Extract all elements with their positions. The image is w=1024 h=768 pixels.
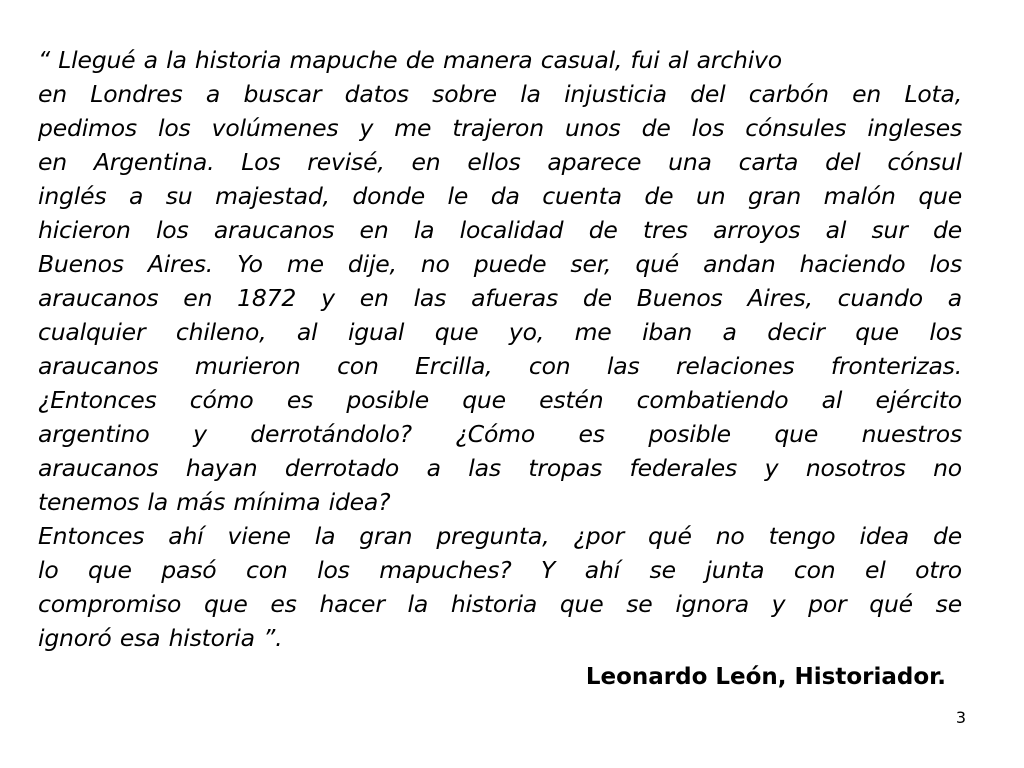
quote-line: hicieron los araucanos en la localidad de tres arroyos al sur de bbox=[38, 216, 962, 244]
quote-line: ¿Entonces cómo es posible que estén combatiendo al ejército bbox=[38, 386, 962, 414]
quote-line: Entonces ahí viene la gran pregunta, ¿por qué no tengo idea de bbox=[38, 522, 962, 550]
quote-line: en Londres a buscar datos sobre la injusticia del carbón en Lota, bbox=[38, 80, 962, 108]
quote-line: “ Llegué a la historia mapuche de manera casual, fui al archivo bbox=[38, 46, 782, 74]
quote-line: en Argentina. Los revisé, en ellos aparece una carta del cónsul bbox=[38, 148, 962, 176]
quote-line: araucanos hayan derrotado a las tropas federales y nosotros no bbox=[38, 454, 962, 482]
quote-line: pedimos los volúmenes y me trajeron unos de los cónsules ingleses bbox=[38, 114, 962, 142]
quote-line: Buenos Aires. Yo me dije, no puede ser, qué andan haciendo los bbox=[38, 250, 962, 278]
quote-line: lo que pasó con los mapuches? Y ahí se junta con el otro bbox=[38, 556, 962, 584]
quote-text bbox=[38, 43, 962, 655]
quote-line: inglés a su majestad, donde le da cuenta de un gran malón que bbox=[38, 182, 962, 210]
quote-line: araucanos murieron con Ercilla, con las relaciones fronterizas. bbox=[38, 352, 962, 380]
quote-line: cualquier chileno, al igual que yo, me iban a decir que los bbox=[38, 318, 962, 346]
quote-line: argentino y derrotándolo? ¿Cómo es posible que nuestros bbox=[38, 420, 962, 448]
quote-line: tenemos la más mínima idea? bbox=[38, 488, 391, 516]
quote-line: compromiso que es hacer la historia que se ignora y por qué se bbox=[38, 590, 962, 618]
quote-line: araucanos en 1872 y en las afueras de Buenos Aires, cuando a bbox=[38, 284, 962, 312]
page-number: 3 bbox=[955, 708, 966, 727]
quote-line: ignoró esa historia ”. bbox=[38, 624, 283, 652]
attribution: Leonardo León, Historiador. bbox=[585, 664, 946, 690]
